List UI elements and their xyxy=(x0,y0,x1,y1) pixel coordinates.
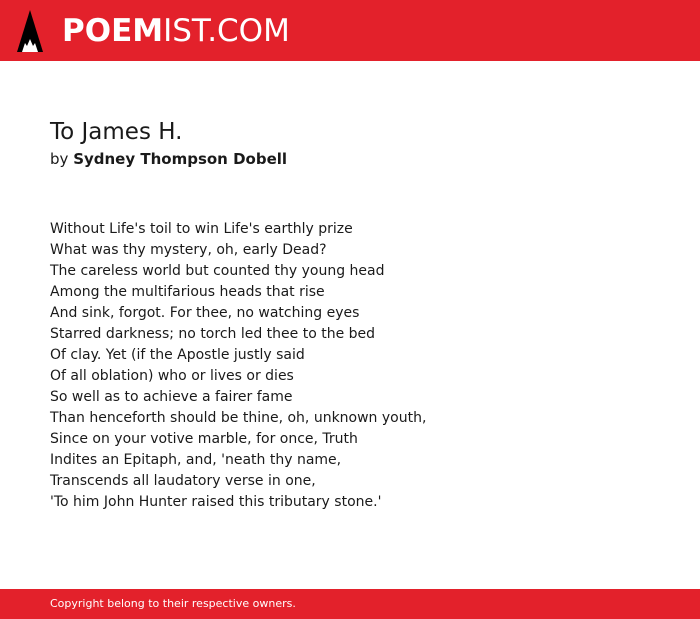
poem-line: Transcends all laudatory verse in one, xyxy=(50,473,316,489)
poem-line: The careless world but counted thy young head xyxy=(50,263,385,279)
byline xyxy=(50,148,287,170)
site-header xyxy=(0,0,700,61)
site-logo[interactable] xyxy=(62,11,290,51)
poem-title: To James H. xyxy=(50,119,183,145)
author-name: Sydney Thompson Dobell xyxy=(73,150,288,168)
logo-text-bold: POEM xyxy=(62,13,164,49)
poem-line: Indites an Epitaph, and, 'neath thy name, xyxy=(50,452,342,468)
copyright-text: Copyright belong to their respective owners. xyxy=(50,597,296,610)
poem-line: Without Life's toil to win Life's earthly prize xyxy=(50,221,353,237)
poem-line: Than henceforth should be thine, oh, unknown youth, xyxy=(50,410,427,426)
poem-line: Of clay. Yet (if the Apostle justly said xyxy=(50,347,305,363)
poem-line: Of all oblation) who or lives or dies xyxy=(50,368,294,384)
poem-line: Since on your votive marble, for once, Truth xyxy=(50,431,358,447)
site-footer xyxy=(0,589,700,619)
by-label: by xyxy=(50,150,69,168)
poem-line: And sink, forgot. For thee, no watching eyes xyxy=(50,305,360,321)
pencil-icon[interactable] xyxy=(17,10,43,52)
poem-line: 'To him John Hunter raised this tributary stone.' xyxy=(50,494,382,510)
poem-line: What was thy mystery, oh, early Dead? xyxy=(50,242,327,258)
logo-text-light: IST.COM xyxy=(163,13,290,49)
poem-line: So well as to achieve a fairer fame xyxy=(50,389,293,405)
poem-line: Among the multifarious heads that rise xyxy=(50,284,325,300)
poem-line: Starred darkness; no torch led thee to the bed xyxy=(50,326,376,342)
poem-body xyxy=(50,219,426,513)
